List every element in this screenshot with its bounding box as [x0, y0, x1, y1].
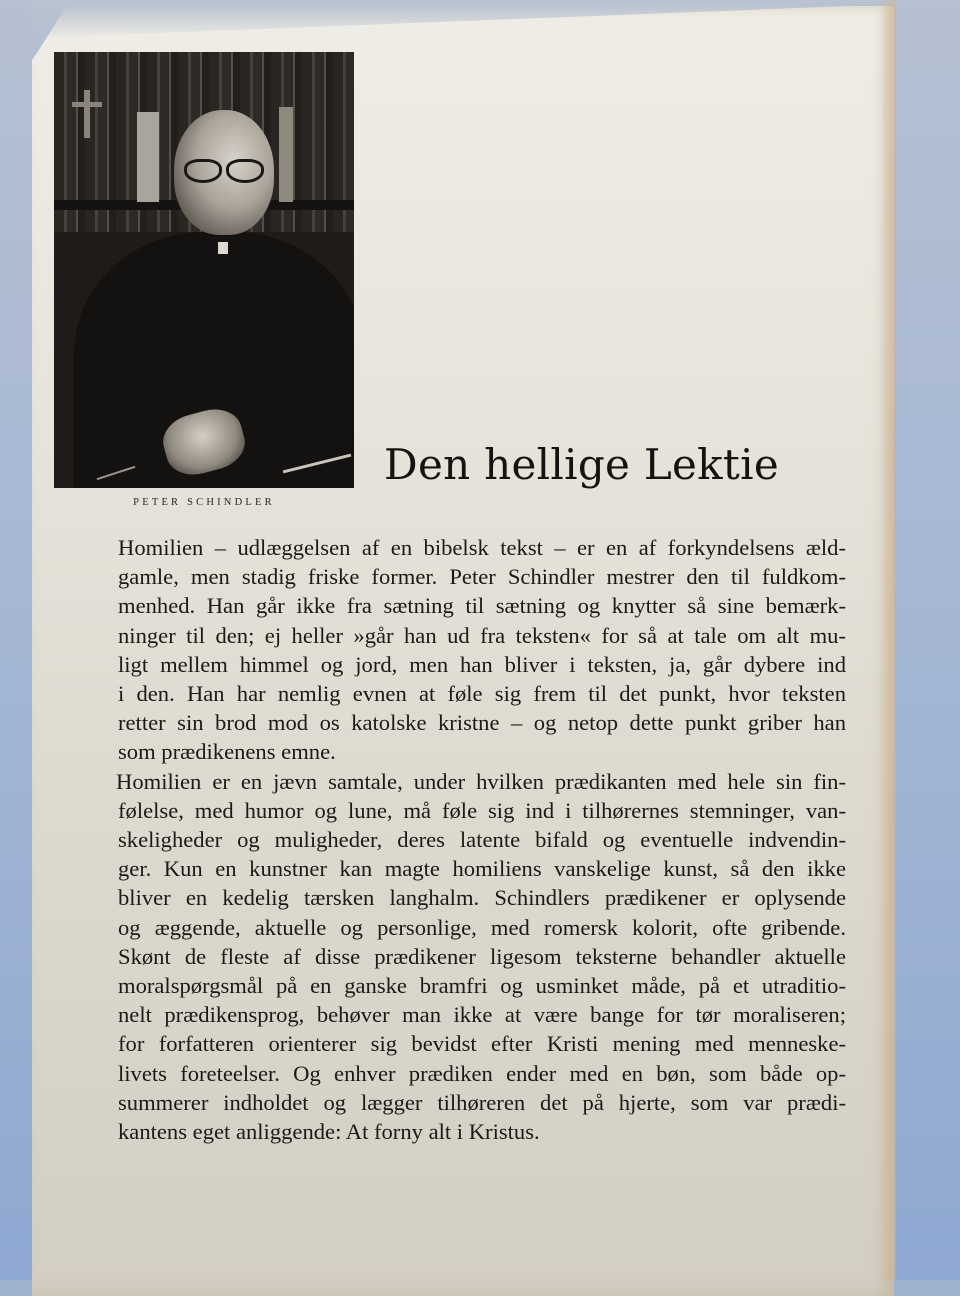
text-line: livets foreteelser. Og enhver prædiken ender med en bøn, som både op-: [118, 1060, 846, 1086]
text-line: for forfatteren orienterer sig bevidst efter Kristi mening med menneske-: [118, 1031, 846, 1057]
author-portrait-photo: [54, 52, 354, 488]
text-line: ligt mellem himmel og jord, men han bliver i teksten, ja, går dybere ind: [118, 651, 846, 677]
text-line: og æggende, aktuelle og personlige, med romersk kolorit, ofte gribende.: [118, 914, 846, 940]
light-book-spine: [137, 112, 159, 202]
book-title: Den hellige Lektie: [384, 440, 779, 489]
text-line: kantens eget anliggende: At forny alt i Kristus.: [118, 1119, 540, 1145]
text-line: Homilien – udlæggelsen af en bibelsk tekst – er en af forkyndelsens æld-: [118, 535, 846, 560]
clerical-collar: [218, 242, 228, 254]
portrait-caption: PETER SCHINDLER: [133, 497, 275, 508]
text-line: gamle, men stadig friske former. Peter Schindler mestrer den til fuldkom-: [118, 564, 846, 590]
blurb-text: [118, 533, 846, 1146]
glasses-icon: [184, 159, 264, 181]
paragraph-2: [118, 767, 846, 1147]
text-line: skeligheder og muligheder, deres latente bifald og eventuelle indvendin-: [118, 827, 846, 853]
text-line: bliver en kedelig tærsken langhalm. Schindlers prædikener er oplysende: [118, 885, 846, 911]
paragraph-1: [118, 533, 846, 767]
cover-right-edge: [880, 0, 896, 1280]
text-line: Homilien er en jævn samtale, under hvilken prædikanten med hele sin fin-: [116, 768, 846, 794]
text-line: retter sin brod mod os katolske kristne – og netop dette punkt griber han: [118, 710, 846, 736]
text-line: nelt prædikensprog, behøver man ikke at være bange for tør moraliseren;: [118, 1002, 846, 1028]
text-line: menhed. Han går ikke fra sætning til sætning og knytter så sine bemærk-: [118, 593, 846, 619]
text-line: summerer indholdet og lægger tilhøreren det på hjerte, som var prædi-: [118, 1089, 846, 1115]
text-line: ger. Kun en kunstner kan magte homiliens vanskelige kunst, så den ikke: [118, 856, 846, 882]
text-line: følelse, med humor og lune, må føle sig ind i tilhørernes stemninger, van-: [118, 797, 846, 823]
text-line: som prædikenens emne.: [118, 739, 336, 765]
light-book-spine: [279, 107, 293, 202]
text-line: Skønt de fleste af disse prædikener ligesom teksterne behandler aktuelle: [118, 943, 846, 969]
text-line: i den. Han har nemlig evnen at føle sig frem til det punkt, hvor teksten: [118, 681, 846, 707]
text-line: ninger til den; ej heller »går han ud fra teksten« for så at tale om alt mu-: [118, 622, 846, 648]
crucifix-icon: [84, 90, 90, 138]
text-line: moralspørgsmål på en ganske bramfri og usminket måde, på et utraditio-: [118, 973, 846, 999]
